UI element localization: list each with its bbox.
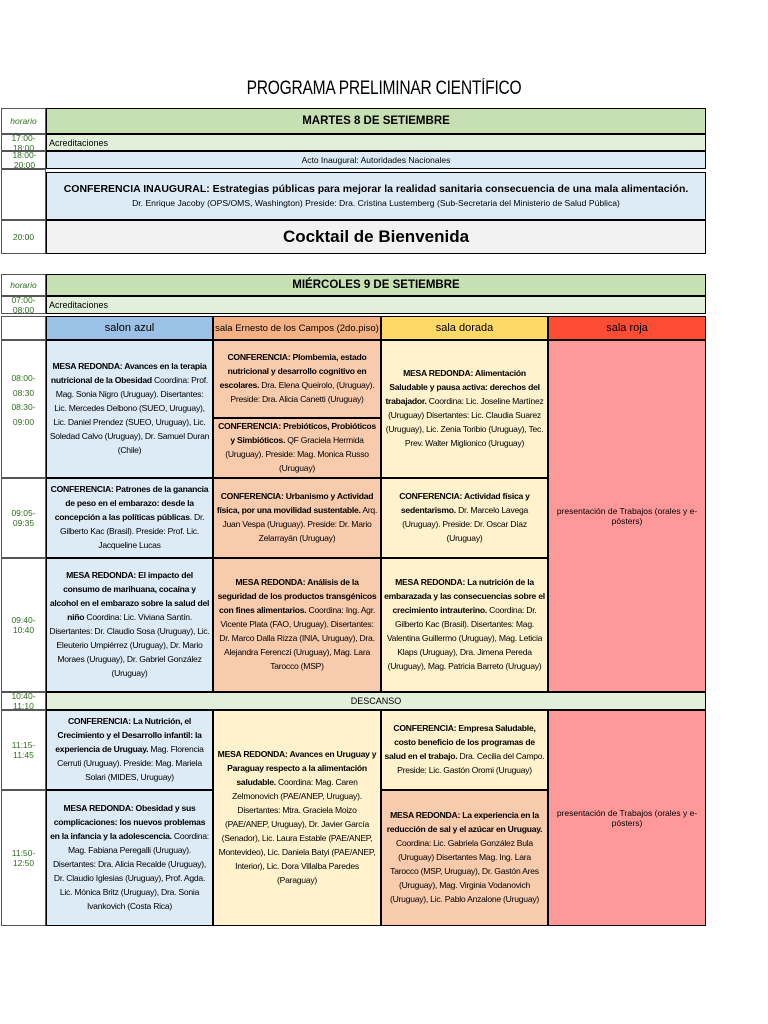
session-cell <box>46 710 213 790</box>
acreditaciones-cell: Acreditaciones <box>46 134 706 151</box>
conference-title: CONFERENCIA INAUGURAL: Estrategias públicas para mejorar la realidad sanitaria consecuencia de una mala alimentación. <box>63 182 689 195</box>
presentacion-trabajos-cell: presentación de Trabajos (orales y e-pósters) <box>548 710 706 926</box>
horario-label: horario <box>1 108 46 134</box>
session-title: MESA REDONDA: El impacto del consumo de marihuana, cocaína y alcohol en el embarazo sobre la salud del niño <box>49 570 210 623</box>
session-details: Arq. Juan Vespa (Uruguay). Preside: Dr. Mario Zelarrayán (Uruguay) <box>222 505 378 543</box>
session-details: Dra. Cecilia del Campo. Preside: Lic. Gastón Oromi (Uruguay) <box>397 751 545 775</box>
session-cell <box>381 478 548 558</box>
session-title: MESA REDONDA: La nutrición de la embarazada y las consecuencias sobre el crecimiento intrauterino. <box>384 577 545 616</box>
session-details: Coordina: Ing. Agr. Vicente Plata (FAO, Uruguay). Disertantes: Dr. Marco Dalla Rizza (INIA, Uruguay), Dra. Alejandra Ferenczi (Uruguay), Mag. Lara Tarocco (MSP) <box>219 605 375 671</box>
session-cell <box>213 418 381 478</box>
session-details: Dra. Elena Queirolo, (Uruguay). Preside: Dra. Alicia Canetti (Uruguay) <box>230 380 375 404</box>
session-details: Dr. Marcelo Lavega (Uruguay). Preside: Dr. Oscar Díaz (Uruguay) <box>402 505 529 543</box>
session-cell <box>46 558 213 692</box>
time-spacer <box>1 169 46 220</box>
session-cell <box>381 710 548 790</box>
session-details: Coordina: Lic. Joseline Martínez (Uruguay) Disertantes: Lic. Claudia Suarez (Uruguay), Lic. Zenia Toribio (Uruguay), Tec. Prev. Walter Miglionico (Uruguay) <box>385 396 544 448</box>
session-details: Coordina: Lic. Gabriela González Bula (Uruguay) Disertantes Mag. Ing. Lara Tarocco (MSP, Uruguay), Dr. Gastón Ares (Uruguay), Mag. Virginia Vodanovich (Uruguay), Lic. Pablo Anzalone (Uruguay) <box>389 838 540 904</box>
session-cell <box>381 558 548 692</box>
session-details: Coordina: Lic. Viviana Santín. Disertantes: Dr. Claudio Sosa (Uruguay), Lic. Eleuterio Umpiérrez (Uruguay), Dr. Mario Moraes (Uruguay), Dr. Gabriel González (Uruguay) <box>49 612 210 678</box>
session-title: CONFERENCIA: Prebióticos, Probióticos y Simbióticos. <box>218 421 376 446</box>
session-title: MESA REDONDA: Avances en Uruguay y Paraguay respecto a la alimentación saludable. <box>217 749 377 788</box>
room-header-salon-azul: salon azul <box>46 316 213 340</box>
session-title: MESA REDONDA: Análisis de la seguridad de los productos transgénicos con fines alimentarios. <box>217 577 377 616</box>
session-title: MESA REDONDA: Obesidad y sus complicaciones: los nuevos problemas en la infancia y la adolescencia. <box>50 803 206 842</box>
time-slot: 17:00-18:00 <box>1 134 46 151</box>
room-header-sala-roja: sala roja <box>548 316 706 340</box>
session-cell <box>213 478 381 558</box>
session-title: CONFERENCIA: Plombemia, estado nutricional y desarrollo cognitivo en escolares. <box>219 352 367 390</box>
session-cell <box>46 478 213 558</box>
cocktail-cell: Cocktail de Bienvenida <box>46 220 706 254</box>
session-cell <box>381 790 548 926</box>
horario-label: horario <box>1 274 46 296</box>
session-cell <box>213 710 381 926</box>
session-title: MESA REDONDA: Alimentación Saludable y pausa activa: derechos del trabajador. <box>385 368 540 407</box>
time-slot: 09:05-09:35 <box>1 478 46 558</box>
session-title: MESA REDONDA: La experiencia en la reducción de sal y el azúcar en Uruguay. <box>386 810 543 835</box>
time-slot: 18:00-20:00 <box>1 151 46 169</box>
session-details: . Dr. Gilberto Kac (Brasil). Preside: Prof. Lic. Jacqueline Lucas <box>60 512 205 550</box>
session-title: MESA REDONDA: Avances en la terapia nutricional de la Obesidad <box>50 361 207 386</box>
session-details: Coordina: Dr. Gilberto Kac (Brasil). Disertantes: Mag. Valentina Guillermo (Uruguay), Mag. Leticia Klaps (Uruguay), Dra. Jimena Pereda (Uruguay), Mag. Patricia Barreto (Uruguay) <box>386 605 543 671</box>
conference-speakers: Dr. Enrique Jacoby (OPS/OMS, Washington) Preside: Dra. Cristina Lustemberg (Sub-Secretaria del Ministerio de Salud Pública) <box>132 198 620 209</box>
time-slot: 08:30-09:00 <box>11 402 36 427</box>
session-details: Mag. Florencia Cerruti (Uruguay). Preside: Mag. Mariela Solari (MIDES, Uruguay) <box>57 744 204 782</box>
session-title: CONFERENCIA: Actividad física y sedentarismo. <box>399 491 530 516</box>
session-details: Coordina: Prof. Mag. Sonia Nigro (Uruguay). Disertantes: Lic. Mercedes Delbono (SUEO, Uruguay), Lic. Daniel Prendez (SUEO, Uruguay), Lic. Soledad Calvo (Uruguay), Dr. Samuel Duran (Chile) <box>49 375 210 455</box>
session-details: QF Graciela Hermida (Uruguay). Preside: Mag. Monica Russo (Uruguay) <box>225 435 369 473</box>
time-slot: 07:00-08:00 <box>1 296 46 314</box>
session-cell <box>46 340 213 478</box>
session-title: CONFERENCIA: Patrones de la ganancia de peso en el embarazo: desde la concepción a las políticas públicas <box>50 484 209 523</box>
session-title: CONFERENCIA: Urbanismo y Actividad física, por una movilidad sustentable. <box>216 491 374 516</box>
acreditaciones-cell: Acreditaciones <box>46 296 706 314</box>
session-details: Coordina: Mag. Caren Zelmonovich (PAE/ANEP, Uruguay). Disertantes: Mtra. Graciela Moizo (PAE/ANEP, Uruguay), Dr. Javier García (Senador), Lic. Laura Estable (PAE/ANEP, Montevideo), Lic. Daniela Batyi (PAE/ANEP, Interior), Lic. Dora Villalba Paredes (Paraguay) <box>218 777 376 885</box>
room-header-ernesto: sala Ernesto de los Campos (2do.piso) <box>213 316 381 340</box>
time-spacer <box>1 316 46 340</box>
page-title: PROGRAMA PRELIMINAR CIENTÍFICO <box>246 78 522 99</box>
session-cell <box>213 558 381 692</box>
day2-header: MIÉRCOLES 9 DE SETIEMBRE <box>46 274 706 296</box>
time-slot: 11:50-12:50 <box>1 790 46 926</box>
room-header-sala-dorada: sala dorada <box>381 316 548 340</box>
session-cell <box>46 790 213 926</box>
conferencia-inaugural <box>46 172 706 220</box>
session-title: CONFERENCIA: La Nutrición, el Crecimiento y el Desarrollo infantil: la experiencia de Uruguay. <box>55 716 202 755</box>
time-slot: 08:00-08:30 <box>11 373 36 398</box>
time-slot-group <box>1 340 46 478</box>
time-slot: 11:15-11:45 <box>1 710 46 790</box>
session-details: Coordina: Mag. Fabiana Peregalli (Uruguay). Disertantes: Dra. Alicia Recalde (Uruguay), Dr. Claudio Iglesias (Uruguay), Prof. Agda. Lic. Mónica Britz (Uruguay), Dra. Sonia Ivankovich (Costa Rica) <box>52 831 209 911</box>
day1-header: MARTES 8 DE SETIEMBRE <box>46 108 706 134</box>
session-title: CONFERENCIA: Empresa Saludable, costo beneficio de los programas de salud en el trabajo. <box>384 723 536 761</box>
descanso-cell: DESCANSO <box>46 692 706 710</box>
acto-inaugural-cell: Acto Inaugural: Autoridades Nacionales <box>46 151 706 169</box>
time-slot: 10:40-11:10 <box>1 692 46 710</box>
presentacion-trabajos-cell: presentación de Trabajos (orales y e-pósters) <box>548 340 706 692</box>
time-slot: 20:00 <box>1 220 46 254</box>
time-slot: 09:40-10:40 <box>1 558 46 692</box>
session-cell <box>213 340 381 418</box>
session-cell <box>381 340 548 478</box>
